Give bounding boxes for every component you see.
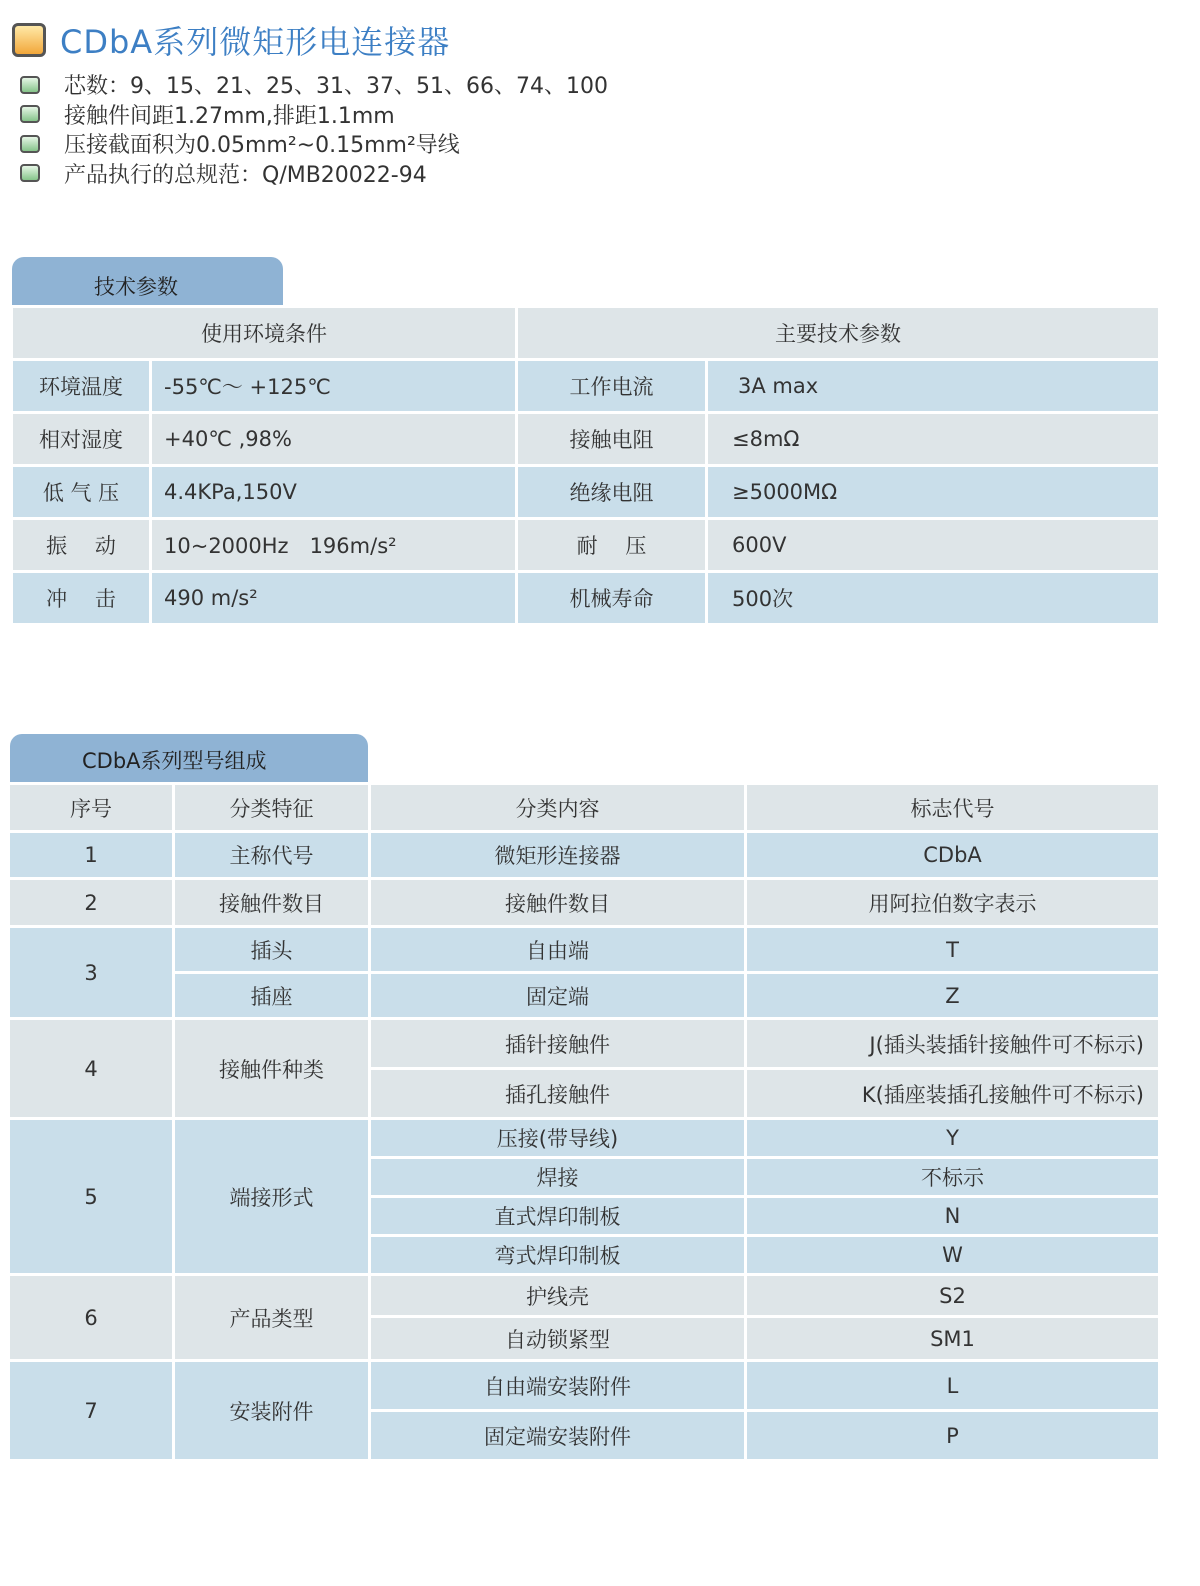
env-value: 490 m/s²	[151, 572, 517, 625]
env-header: 使用环境条件	[12, 307, 517, 360]
code-cell: J(插头装插针接触件可不标示)	[746, 1019, 1160, 1069]
env-value: 4.4KPa,150V	[151, 466, 517, 519]
table-row	[9, 832, 1160, 879]
param-value: 3A max	[707, 360, 1160, 413]
param-header: 主要技术参数	[517, 307, 1160, 360]
code-cell: K(插座装插孔接触件可不标示)	[746, 1069, 1160, 1119]
param-label: 接触电阻	[517, 413, 707, 466]
feature-cell: 插座	[174, 973, 370, 1019]
table-row	[12, 466, 1160, 519]
content-cell: 固定端	[370, 973, 746, 1019]
list-item	[20, 129, 608, 159]
param-value: 600V	[707, 519, 1160, 572]
param-value: ≥5000MΩ	[707, 466, 1160, 519]
table-row	[9, 1361, 1160, 1411]
code-cell: CDbA	[746, 832, 1160, 879]
code-cell: 不标示	[746, 1158, 1160, 1197]
content-cell: 接触件数目	[370, 879, 746, 927]
header-content: 分类内容	[370, 784, 746, 832]
tech-params-tab: 技术参数	[12, 257, 283, 307]
table-row	[9, 973, 1160, 1019]
row-number: 5	[9, 1119, 174, 1275]
code-cell: P	[746, 1411, 1160, 1461]
env-label: 环境温度	[12, 360, 151, 413]
header-feature: 分类特征	[174, 784, 370, 832]
table-row	[12, 360, 1160, 413]
content-cell: 护线壳	[370, 1275, 746, 1317]
bullet-text: 芯数：9、15、21、25、31、37、51、66、74、100	[64, 74, 608, 100]
row-number: 7	[9, 1361, 174, 1461]
table-row	[9, 927, 1160, 973]
feature-list	[20, 70, 608, 188]
table-row	[9, 1019, 1160, 1069]
param-label: 工作电流	[517, 360, 707, 413]
env-value: -55℃～ +125℃	[151, 360, 517, 413]
code-cell: S2	[746, 1275, 1160, 1317]
bullet-text: 产品执行的总规范：Q/MB20022-94	[64, 162, 427, 188]
row-number: 1	[9, 832, 174, 879]
param-label: 机械寿命	[517, 572, 707, 625]
code-cell: Z	[746, 973, 1160, 1019]
feature-cell: 插头	[174, 927, 370, 973]
table-row	[12, 519, 1160, 572]
content-cell: 压接(带导线)	[370, 1119, 746, 1158]
green-square-icon	[20, 105, 40, 123]
feature-cell: 安装附件	[174, 1361, 370, 1461]
model-composition-tab: CDbA系列型号组成	[10, 734, 368, 784]
content-cell: 弯式焊印制板	[370, 1236, 746, 1275]
page-title: CDbA系列微矩形电连接器	[60, 23, 451, 61]
env-label: 冲 击	[12, 572, 151, 625]
content-cell: 自由端安装附件	[370, 1361, 746, 1411]
content-cell: 固定端安装附件	[370, 1411, 746, 1461]
row-number: 2	[9, 879, 174, 927]
code-cell: L	[746, 1361, 1160, 1411]
green-square-icon	[20, 76, 40, 94]
header-no: 序号	[9, 784, 174, 832]
feature-cell: 接触件种类	[174, 1019, 370, 1119]
param-label: 绝缘电阻	[517, 466, 707, 519]
bullet-text: 接触件间距1.27mm,排距1.1mm	[64, 103, 395, 129]
env-value: 10~2000Hz 196m/s²	[151, 519, 517, 572]
table-row	[12, 413, 1160, 466]
green-square-icon	[20, 135, 40, 153]
list-item	[20, 100, 608, 130]
title-row	[12, 18, 450, 62]
feature-cell: 接触件数目	[174, 879, 370, 927]
tech-params-table	[10, 305, 1161, 626]
table-row	[9, 1119, 1160, 1158]
feature-cell: 主称代号	[174, 832, 370, 879]
content-cell: 焊接	[370, 1158, 746, 1197]
list-item	[20, 70, 608, 100]
header-code: 标志代号	[746, 784, 1160, 832]
row-number: 3	[9, 927, 174, 1019]
table-row	[12, 572, 1160, 625]
code-cell: N	[746, 1197, 1160, 1236]
bullet-text: 压接截面积为0.05mm²~0.15mm²导线	[64, 133, 460, 159]
row-number: 4	[9, 1019, 174, 1119]
content-cell: 自动锁紧型	[370, 1317, 746, 1361]
content-cell: 插针接触件	[370, 1019, 746, 1069]
content-cell: 直式焊印制板	[370, 1197, 746, 1236]
code-cell: 用阿拉伯数字表示	[746, 879, 1160, 927]
code-cell: W	[746, 1236, 1160, 1275]
code-cell: T	[746, 927, 1160, 973]
row-number: 6	[9, 1275, 174, 1361]
green-square-icon	[20, 164, 40, 182]
orange-square-icon	[12, 23, 46, 57]
feature-cell: 产品类型	[174, 1275, 370, 1361]
feature-cell: 端接形式	[174, 1119, 370, 1275]
table-row	[9, 1275, 1160, 1317]
model-composition-table	[7, 782, 1161, 1462]
param-value: ≤8mΩ	[707, 413, 1160, 466]
code-cell: Y	[746, 1119, 1160, 1158]
content-cell: 自由端	[370, 927, 746, 973]
table-row	[9, 879, 1160, 927]
content-cell: 微矩形连接器	[370, 832, 746, 879]
env-label: 相对湿度	[12, 413, 151, 466]
content-cell: 插孔接触件	[370, 1069, 746, 1119]
code-cell: SM1	[746, 1317, 1160, 1361]
param-value: 500次	[707, 572, 1160, 625]
list-item	[20, 159, 608, 189]
env-value: +40℃ ,98%	[151, 413, 517, 466]
env-label: 振 动	[12, 519, 151, 572]
env-label: 低 气 压	[12, 466, 151, 519]
param-label: 耐 压	[517, 519, 707, 572]
